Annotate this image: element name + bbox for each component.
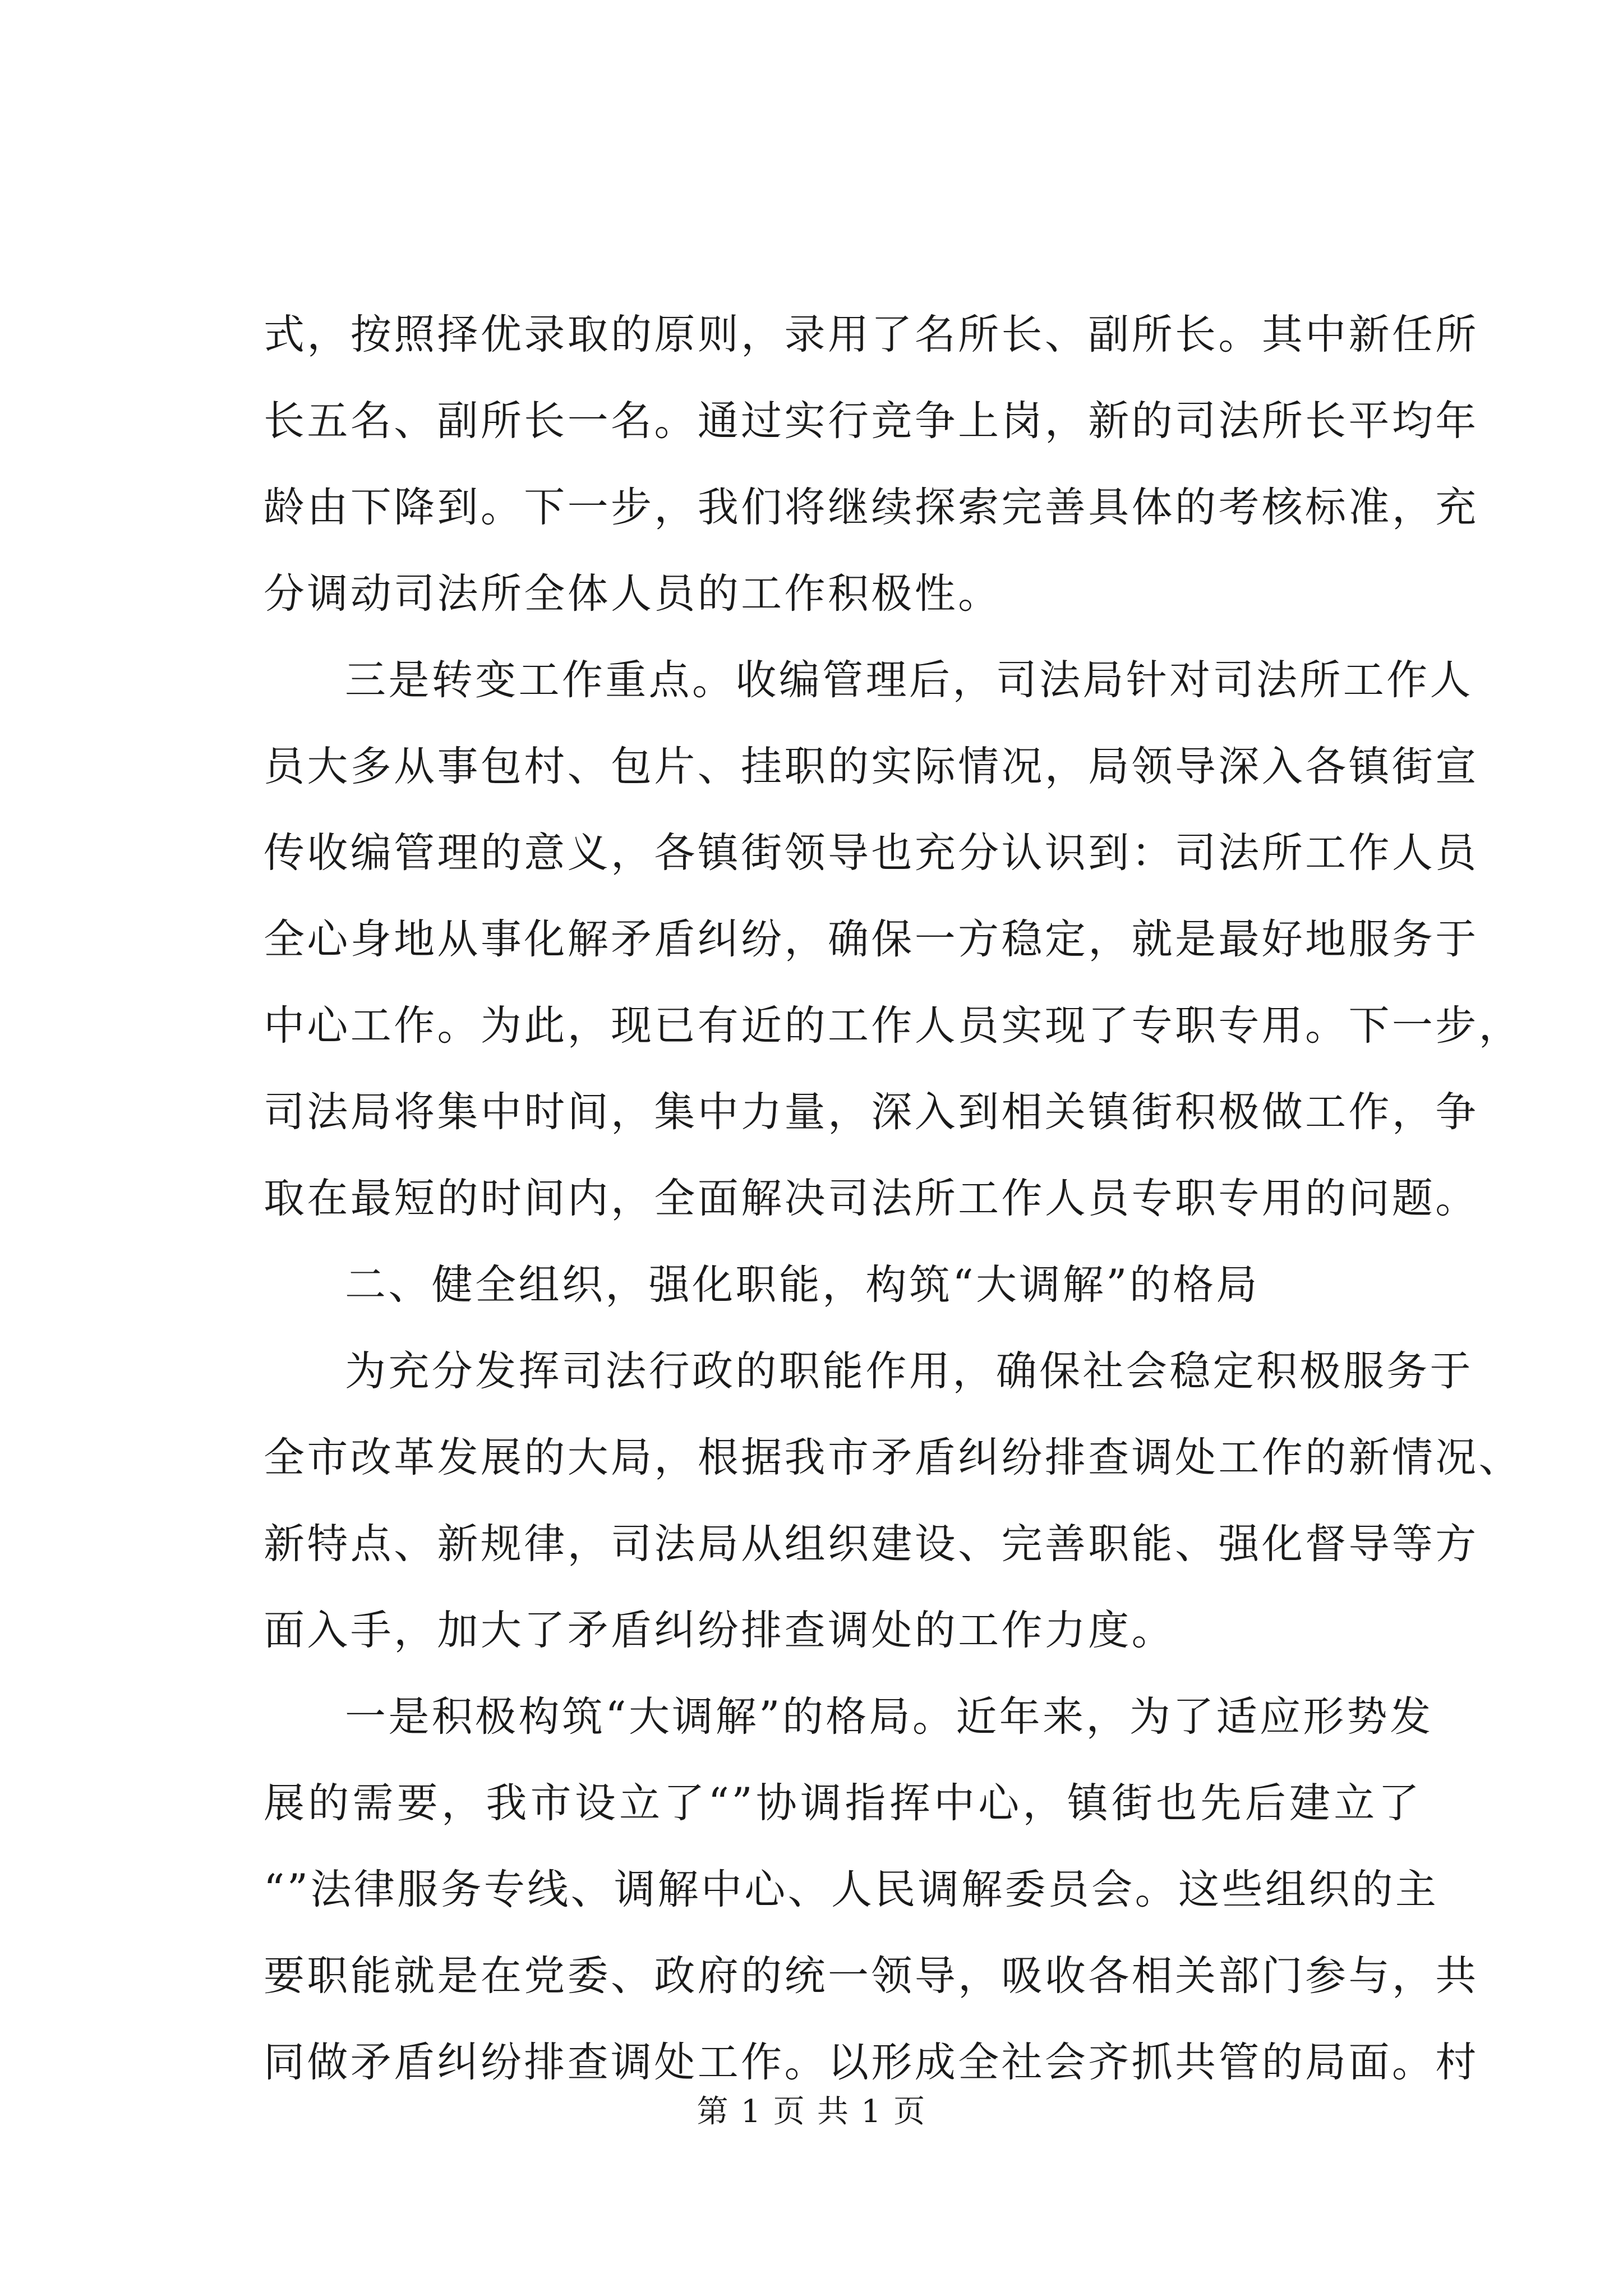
text-line: 司法局将集中时间，集中力量，深入到相关镇街积极做工作，争 [264,1088,1479,1136]
text-line: 式，按照择优录取的原则，录用了名所长、副所长。其中新任所 [264,311,1479,358]
text-line: 全市改革发展的大局，根据我市矛盾纠纷排查调处工作的新情况、 [264,1434,1523,1481]
text-line: 要职能就是在党委、政府的统一领导，吸收各相关部门参与，共 [264,1952,1479,2000]
text-line: 面入手，加大了矛盾纠纷排查调处的工作力度。 [264,1607,1175,1654]
document-body [264,292,1523,2106]
text-line: 三是转变工作重点。收编管理后，司法局针对司法所工作人 [345,656,1473,704]
text-line: 传收编管理的意义，各镇街领导也充分认识到：司法所工作人员 [264,829,1479,877]
text-line: “”法律服务专线、调解中心、人民调解委员会。这些组织的主 [264,1866,1439,1913]
text-line: 取在最短的时间内，全面解决司法所工作人员专职专用的问题。 [264,1175,1479,1222]
text-line: 分调动司法所全体人员的工作积极性。 [264,570,1002,618]
text-line: 新特点、新规律，司法局从组织建设、完善职能、强化督导等方 [264,1520,1479,1568]
text-line: 同做矛盾纠纷排查调处工作。以形成全社会齐抓共管的局面。村 [264,2039,1479,2086]
text-line: 全心身地从事化解矛盾纠纷，确保一方稳定，就是最好地服务于 [264,915,1479,963]
text-line: 龄由下降到。下一步，我们将继续探索完善具体的考核标准，充 [264,484,1479,531]
page-footer: 第 1 页 共 1 页 [697,2093,926,2130]
text-line: 中心工作。为此，现已有近的工作人员实现了专职专用。下一步， [264,1002,1523,1050]
text-line: 员大多从事包村、包片、挂职的实际情况，局领导深入各镇街宣 [264,743,1479,790]
text-line: 展的需要，我市设立了“”协调指挥中心，镇街也先后建立了 [264,1779,1422,1827]
text-line: 为充分发挥司法行政的职能作用，确保社会稳定积极服务于 [345,1347,1473,1395]
text-line: 长五名、副所长一名。通过实行竞争上岗，新的司法所长平均年 [264,397,1479,445]
text-line: 一是积极构筑“大调解”的格局。近年来，为了适应形势发 [345,1693,1433,1741]
text-line: 二、健全组织，强化职能，构筑“大调解”的格局 [345,1261,1260,1309]
